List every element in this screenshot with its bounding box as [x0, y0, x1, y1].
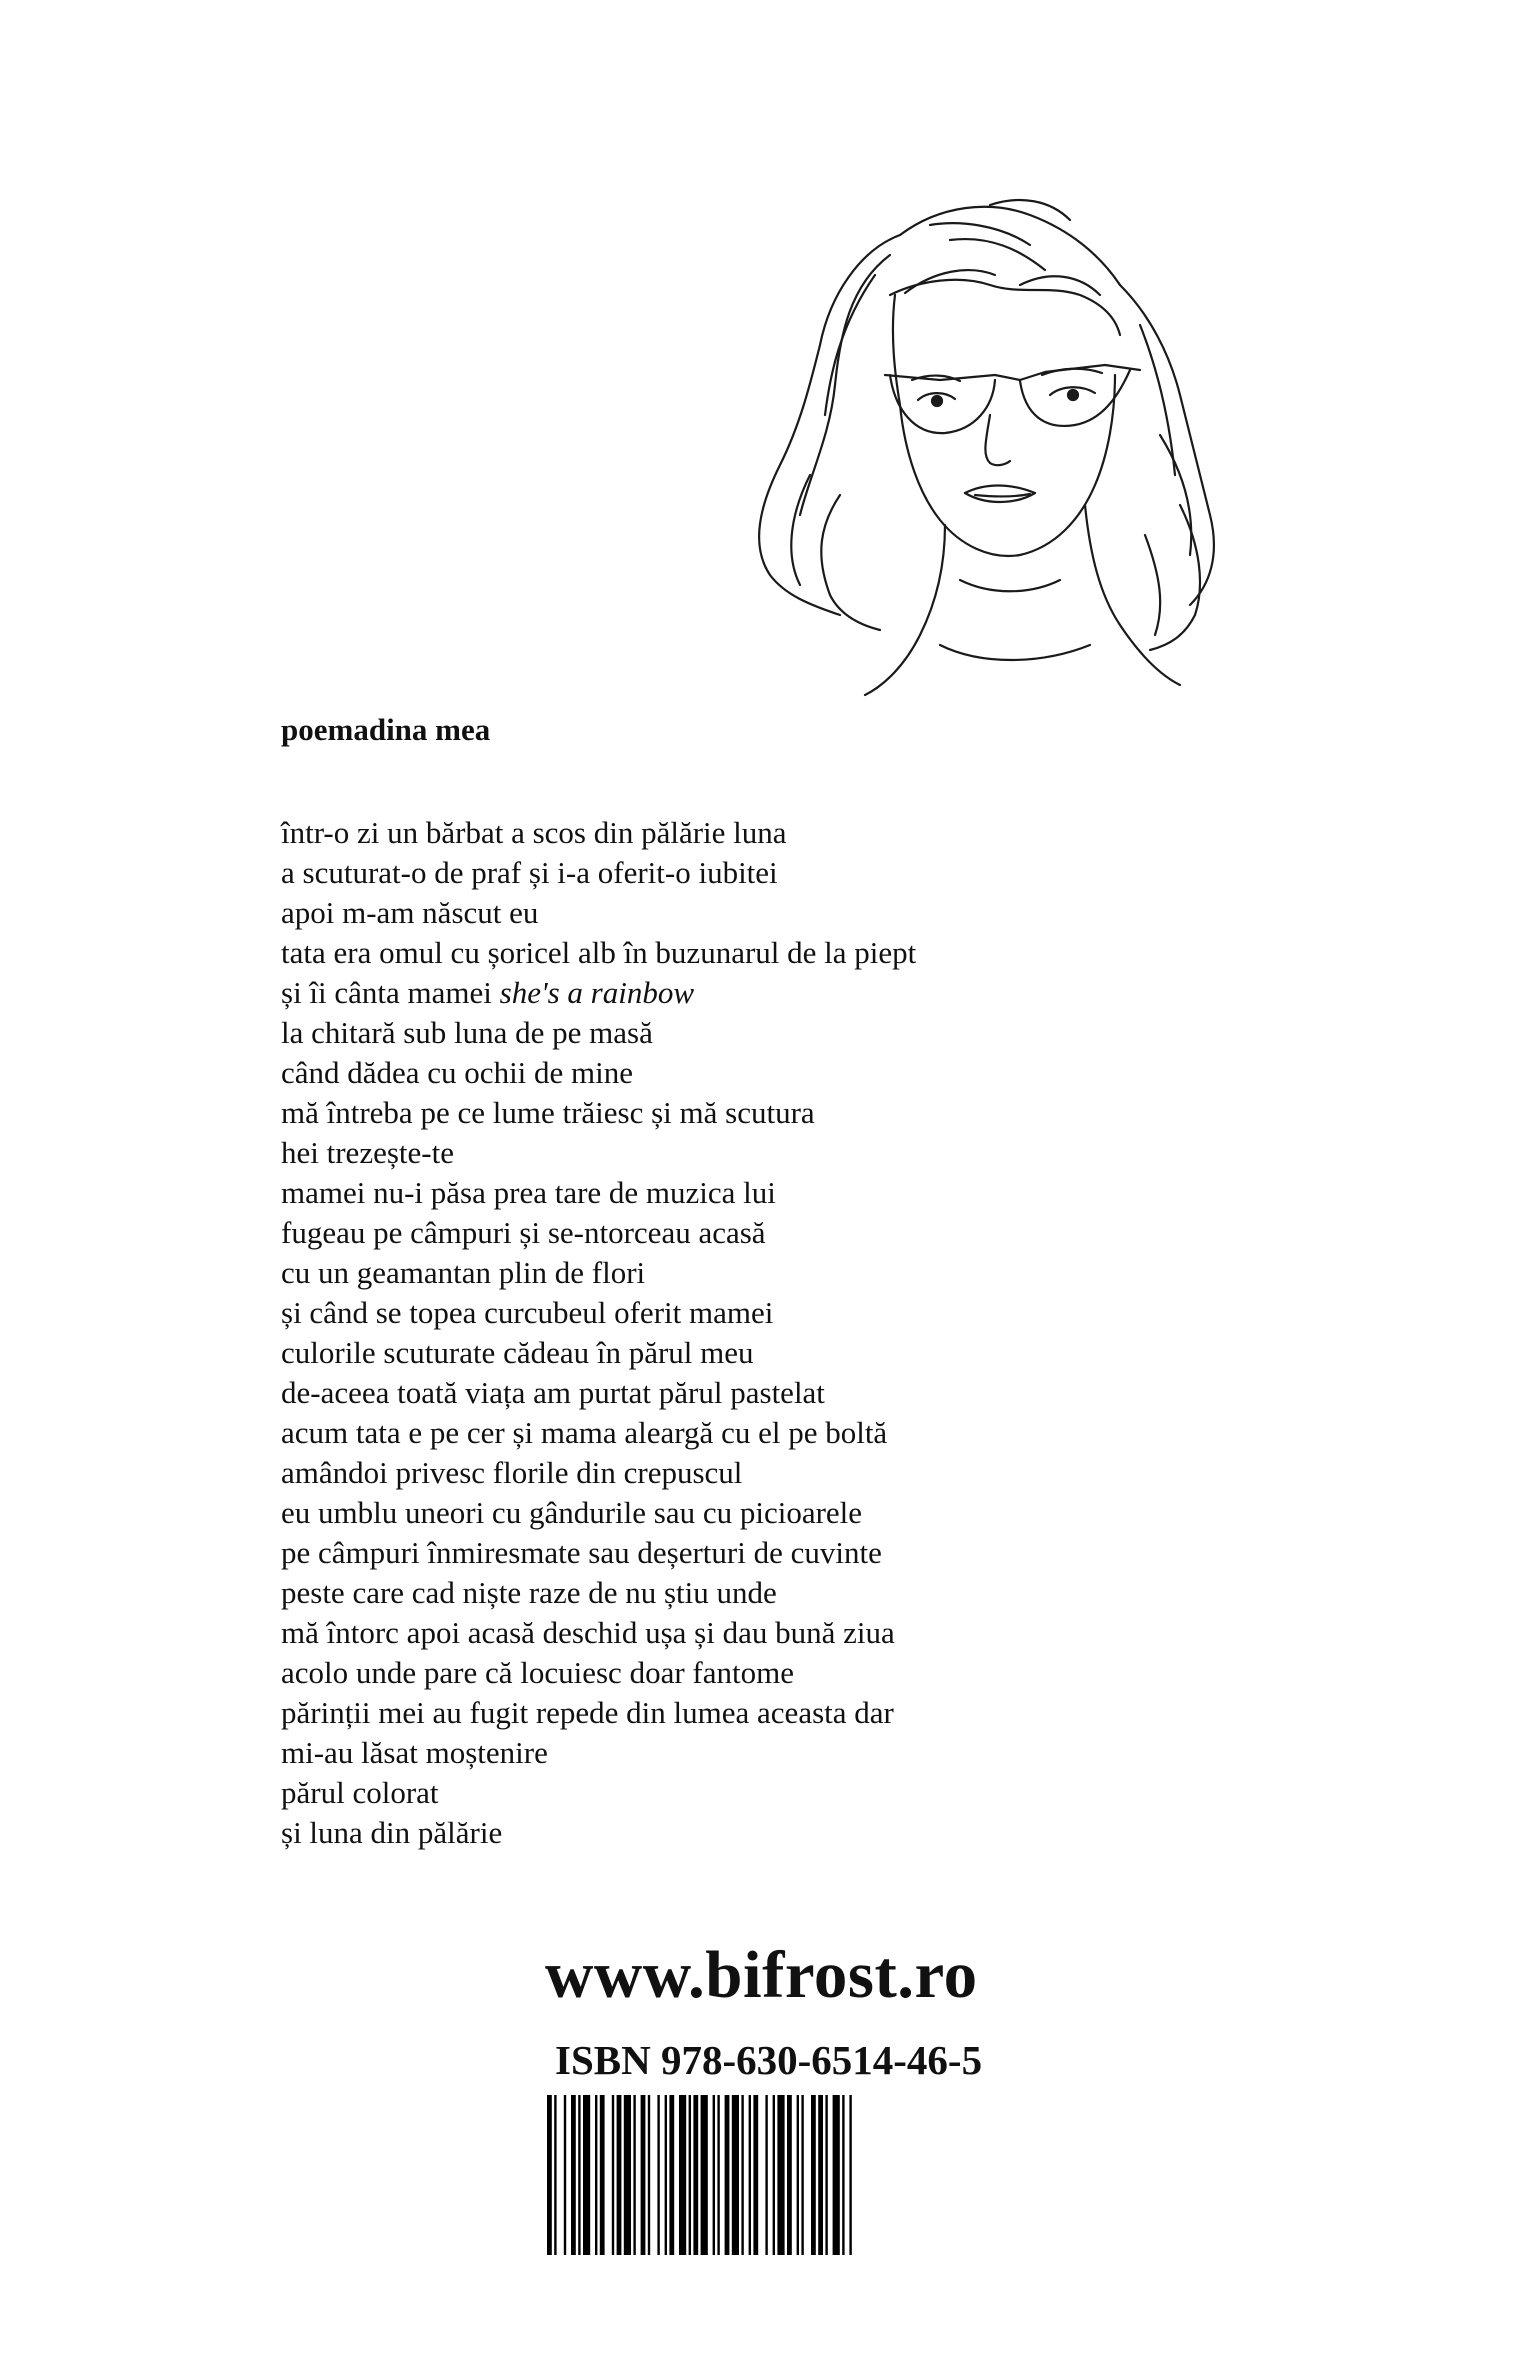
poem-body [281, 813, 916, 1853]
barcode-bar [564, 2095, 566, 2255]
barcode-bar [669, 2095, 674, 2255]
barcode-bar [732, 2095, 739, 2255]
barcode-bar [617, 2095, 622, 2255]
barcode-bar [701, 2095, 708, 2255]
publisher-website: www.bifrost.ro [545, 1938, 978, 2012]
barcode-bar [825, 2095, 827, 2255]
barcode-bar [811, 2095, 816, 2255]
barcode-bar [693, 2095, 698, 2255]
barcode-bar [600, 2095, 605, 2255]
barcode-bar [578, 2095, 580, 2255]
poem-line: fugeau pe câmpuri și se-ntorceau acasă [281, 1215, 766, 1250]
poem-line: la chitară sub luna de pe masă [281, 1015, 653, 1050]
poem-line: amândoi privesc florile din crepuscul [281, 1455, 743, 1490]
poem-line: culorile scuturate cădeau în părul meu [281, 1335, 754, 1370]
barcode-bar [833, 2095, 840, 2255]
barcode-bar [665, 2095, 667, 2255]
barcode-bar [741, 2095, 743, 2255]
poem-line: și când se topea curcubeul oferit mamei [281, 1295, 774, 1330]
barcode-bar [689, 2095, 691, 2255]
barcode-bar [624, 2095, 631, 2255]
barcode-bar [554, 2095, 556, 2255]
barcode-bar [633, 2095, 635, 2255]
barcode-bar [801, 2095, 803, 2255]
barcode-bar [679, 2095, 686, 2255]
barcode-bar [849, 2095, 851, 2255]
barcode-bar [612, 2095, 614, 2255]
poem-line: și îi cânta mamei she's a rainbow [281, 975, 695, 1010]
barcode-bar [547, 2095, 552, 2255]
poem-title: poemadina mea [281, 712, 491, 747]
poem-line: tata era omul cu șoricel alb în buzunarul de la piept [281, 935, 917, 970]
barcode-bar [773, 2095, 775, 2255]
isbn-barcode [545, 2095, 1010, 2255]
poem-line: pe câmpuri înmiresmate sau deșerturi de cuvinte [281, 1535, 882, 1570]
poem-line: părinții mei au fugit repede din lumea aceasta dar [281, 1695, 894, 1730]
barcode-bar [641, 2095, 646, 2255]
poem-line: apoi m-am născut eu [281, 895, 539, 930]
poem-line: peste care cad niște raze de nu știu unde [281, 1575, 777, 1610]
poem-line: acolo unde pare că locuiesc doar fantome [281, 1655, 794, 1690]
barcode-bar [595, 2095, 597, 2255]
poem-line: cu un geamantan plin de flori [281, 1255, 646, 1290]
barcode-bar [842, 2095, 844, 2255]
barcode-bar [657, 2095, 659, 2255]
poem-line: într-o zi un bărbat a scos din pălărie luna [281, 815, 787, 850]
poem-line: când dădea cu ochii de mine [281, 1055, 634, 1090]
poem-line: de-aceea toată viața am purtat părul pastelat [281, 1375, 825, 1410]
barcode-bar [787, 2095, 792, 2255]
poem-line: mamei nu-i păsa prea tare de muzica lui [281, 1175, 776, 1210]
poem-line: eu umblu uneori cu gândurile sau cu picioarele [281, 1495, 863, 1530]
barcode-bar [583, 2095, 590, 2255]
poem-line: a scuturat-o de praf și i-a oferit-o iubitei [281, 855, 778, 890]
barcode-bar [777, 2095, 784, 2255]
poem-line: hei trezește-te [281, 1135, 454, 1170]
isbn-number: ISBN 978-630-6514-46-5 [555, 2037, 983, 2083]
barcode-bar [797, 2095, 799, 2255]
poem-line: și luna din pălărie [281, 1815, 503, 1850]
poem-line: mă întreba pe ce lume trăiesc și mă scutura [281, 1095, 815, 1130]
barcode-bar [749, 2095, 751, 2255]
barcode-bar [818, 2095, 823, 2255]
barcode-bar [648, 2095, 650, 2255]
barcode-bar [753, 2095, 758, 2255]
poem-line: mi-au lăsat moștenire [281, 1735, 548, 1770]
poem-line: părul colorat [281, 1775, 439, 1810]
barcode-bar [571, 2095, 576, 2255]
barcode-bar [713, 2095, 715, 2255]
author-portrait-sketch [690, 175, 1290, 775]
barcode-bar [717, 2095, 719, 2255]
poem-line: mă întorc apoi acasă deschid ușa și dau bună ziua [281, 1615, 895, 1650]
barcode-bar [725, 2095, 730, 2255]
barcode-bar [765, 2095, 767, 2255]
poem-line: acum tata e pe cer și mama aleargă cu el pe boltă [281, 1415, 888, 1450]
